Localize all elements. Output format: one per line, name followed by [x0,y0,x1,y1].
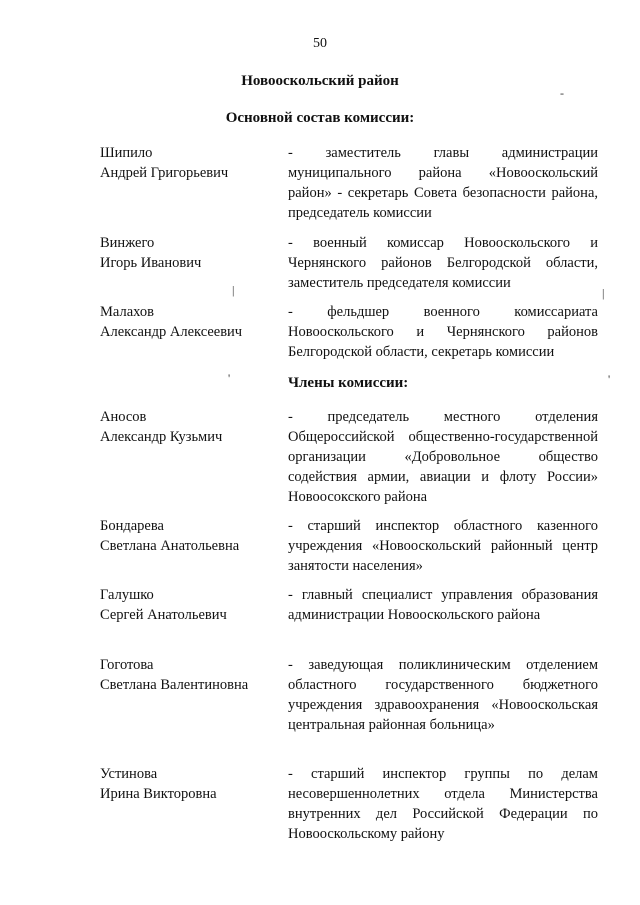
member-name [100,407,280,447]
member-role: - старший инспектор группы по делам несовершеннолетних отдела Министерства внутренних дел Российской Федерации по Новооскольскому району [288,766,598,842]
member-given-name: Александр Алексеевич [100,324,243,340]
member-given-name: Игорь Иванович [100,255,202,271]
member-given-name: Андрей Григорьевич [100,165,229,181]
member-role: - военный комиссар Новооскольского и Чернянского районов Белгородской области, заместитель председателя комиссии [288,235,598,291]
member-given-name: Ирина Викторовна [100,786,217,802]
member-name [100,764,280,804]
member-given-name: Сергей Анатольевич [100,607,227,623]
member-given-name: Светлана Анатольевна [100,538,240,554]
member-surname: Винжего [100,235,155,251]
district-title: Новооскольский район [241,73,399,89]
member-name [100,143,280,183]
member-surname: Галушко [100,587,154,603]
member-role: - фельдшер военного комиссариата Новооскольского и Чернянского районов Белгородской области, секретарь комиссии [288,304,598,360]
member-role: - заведующая поликлиническим отделением областного государственного бюджетного учреждения здравоохранения «Новооскольская центральная районная больница» [288,657,598,733]
scan-speck: | [602,286,605,300]
member-name [100,655,280,695]
member-surname: Малахов [100,304,154,320]
page-number: 50 [313,36,327,51]
member-role: - старший инспектор областного казенного учреждения «Новооскольский районный центр занятости населения» [288,518,598,574]
member-name [100,233,280,273]
member-role: - главный специалист управления образования администрации Новооскольского района [288,587,598,623]
member-name [100,302,280,342]
member-given-name: Светлана Валентиновна [100,677,249,693]
member-role: - председатель местного отделения Общероссийской общественно-государственной организации «Добровольное общество содействия армии, авиации и флоту России» Новоосокского района [288,409,598,505]
scan-speck: | [232,283,235,297]
member-role: - заместитель главы администрации муниципального района «Новооскольский район» - секретарь Совета безопасности района, председатель комиссии [288,145,598,221]
member-given-name: Александр Кузьмич [100,429,223,445]
member-surname: Бондарева [100,518,164,534]
main-composition-heading: Основной состав комиссии: [225,110,415,126]
member-surname: Шипило [100,145,153,161]
scan-speck: - [560,86,564,100]
member-surname: Аносов [100,409,147,425]
scan-speck: ' [228,371,231,385]
member-name [100,516,280,556]
member-name [100,585,280,625]
member-surname: Гоготова [100,657,154,673]
scan-speck: ' [608,372,611,386]
member-surname: Устинова [100,766,158,782]
members-heading-text: Члены комиссии: [288,375,409,391]
